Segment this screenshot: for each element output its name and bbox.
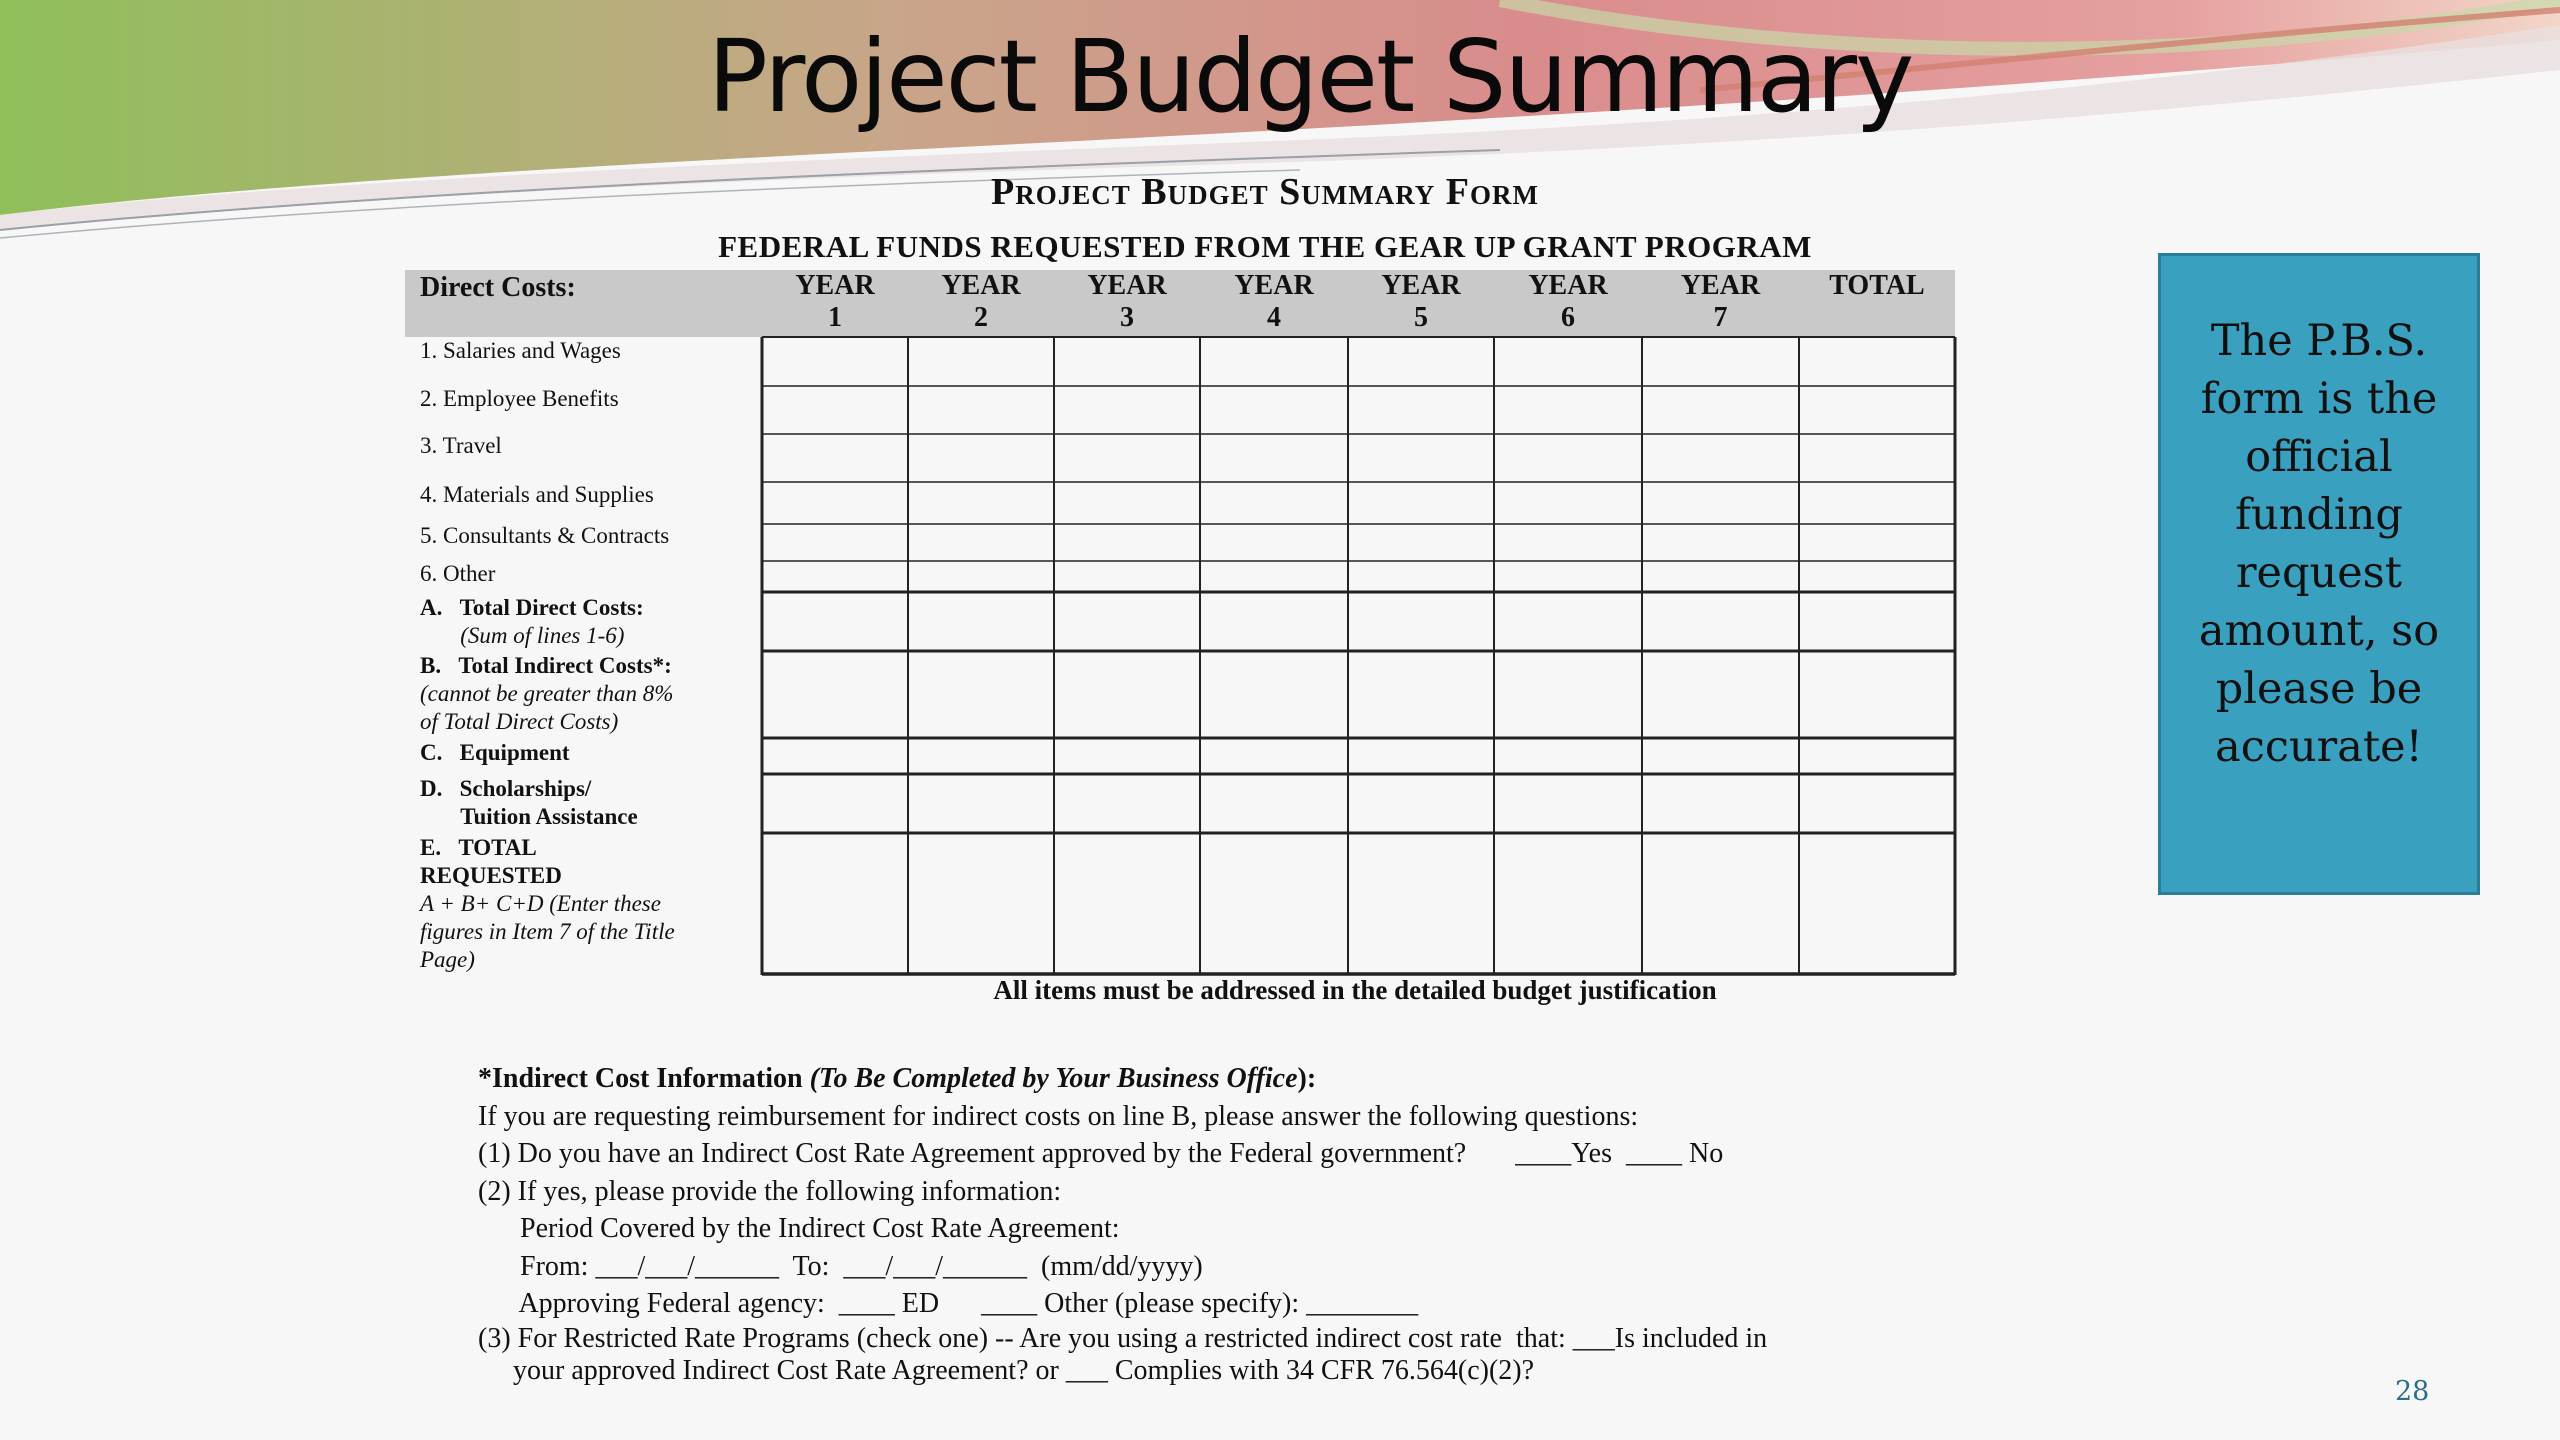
direct-costs-header: Direct Costs: bbox=[420, 272, 576, 303]
period-covered: Period Covered by the Indirect Cost Rate Agreement: bbox=[478, 1213, 1120, 1244]
row-label-equipment: C. Equipment bbox=[420, 740, 570, 765]
column-header-year-3: YEAR 3 bbox=[1087, 270, 1167, 333]
question-1: (1) Do you have an Indirect Cost Rate Agreement approved by the Federal government? ____Yes ____ No bbox=[478, 1138, 1724, 1169]
approving-agency: Approving Federal agency: ____ ED ____ Other (please specify): ________ bbox=[478, 1288, 1419, 1319]
form-title: Project Budget Summary Form bbox=[991, 171, 1539, 213]
indirect-cost-section bbox=[478, 1060, 1767, 1387]
row-label-total-indirect: B. Total Indirect Costs*: (cannot be greater than 8% of Total Direct Costs) bbox=[420, 653, 674, 734]
question-3-line-2: your approved Indirect Cost Rate Agreement? or ___ Complies with 34 CFR 76.564(c)(2)? bbox=[478, 1354, 1535, 1386]
indirect-cost-intro: If you are requesting reimbursement for indirect costs on line B, please answer the following questions: bbox=[478, 1100, 1639, 1132]
indirect-cost-heading: *Indirect Cost Information (To Be Completed by Your Business Office): bbox=[478, 1063, 1317, 1094]
callout-text: The P.B.S. form is the official funding request amount, so please be accurate! bbox=[2198, 316, 2440, 772]
row-label-total-direct: A. Total Direct Costs: (Sum of lines 1-6) bbox=[420, 595, 644, 648]
column-header-total: TOTAL bbox=[1829, 270, 1925, 301]
row-label-other: 6. Other bbox=[420, 561, 496, 586]
row-label-scholarships: D. Scholarships/ Tuition Assistance bbox=[420, 776, 638, 829]
row-label-materials: 4. Materials and Supplies bbox=[420, 482, 654, 507]
row-label-benefits: 2. Employee Benefits bbox=[420, 386, 619, 411]
slide-title: Project Budget Summary bbox=[707, 18, 1913, 135]
form-subtitle: FEDERAL FUNDS REQUESTED FROM THE GEAR UP GRANT PROGRAM bbox=[718, 229, 1812, 264]
column-header-year-6: YEAR 6 bbox=[1528, 270, 1608, 333]
column-header-year-4: YEAR 4 bbox=[1234, 270, 1314, 333]
question-2: (2) If yes, please provide the following information: bbox=[478, 1175, 1062, 1207]
accuracy-callout bbox=[2158, 253, 2480, 895]
row-label-travel: 3. Travel bbox=[420, 433, 502, 458]
row-label-salaries: 1. Salaries and Wages bbox=[420, 338, 621, 363]
column-header-year-2: YEAR 2 bbox=[941, 270, 1021, 333]
page-number: 28 bbox=[2395, 1376, 2430, 1407]
column-header-year-1: YEAR 1 bbox=[795, 270, 875, 333]
from-to-dates: From: ___/___/______ To: ___/___/______ (mm/dd/yyyy) bbox=[478, 1250, 1203, 1282]
budget-justification-note: All items must be addressed in the detailed budget justification bbox=[993, 975, 1717, 1005]
row-label-consultants: 5. Consultants & Contracts bbox=[420, 523, 670, 548]
column-header-year-7: YEAR 7 bbox=[1680, 270, 1761, 333]
row-label-total-requested: E. TOTAL REQUESTED A + B+ C+D (Enter these figures in Item 7 of the Title Page) bbox=[420, 835, 675, 972]
question-3-line-1: (3) For Restricted Rate Programs (check one) -- Are you using a restricted indirect cost rate that: ___Is included in bbox=[478, 1322, 1768, 1354]
column-header-year-5: YEAR 5 bbox=[1381, 270, 1461, 333]
